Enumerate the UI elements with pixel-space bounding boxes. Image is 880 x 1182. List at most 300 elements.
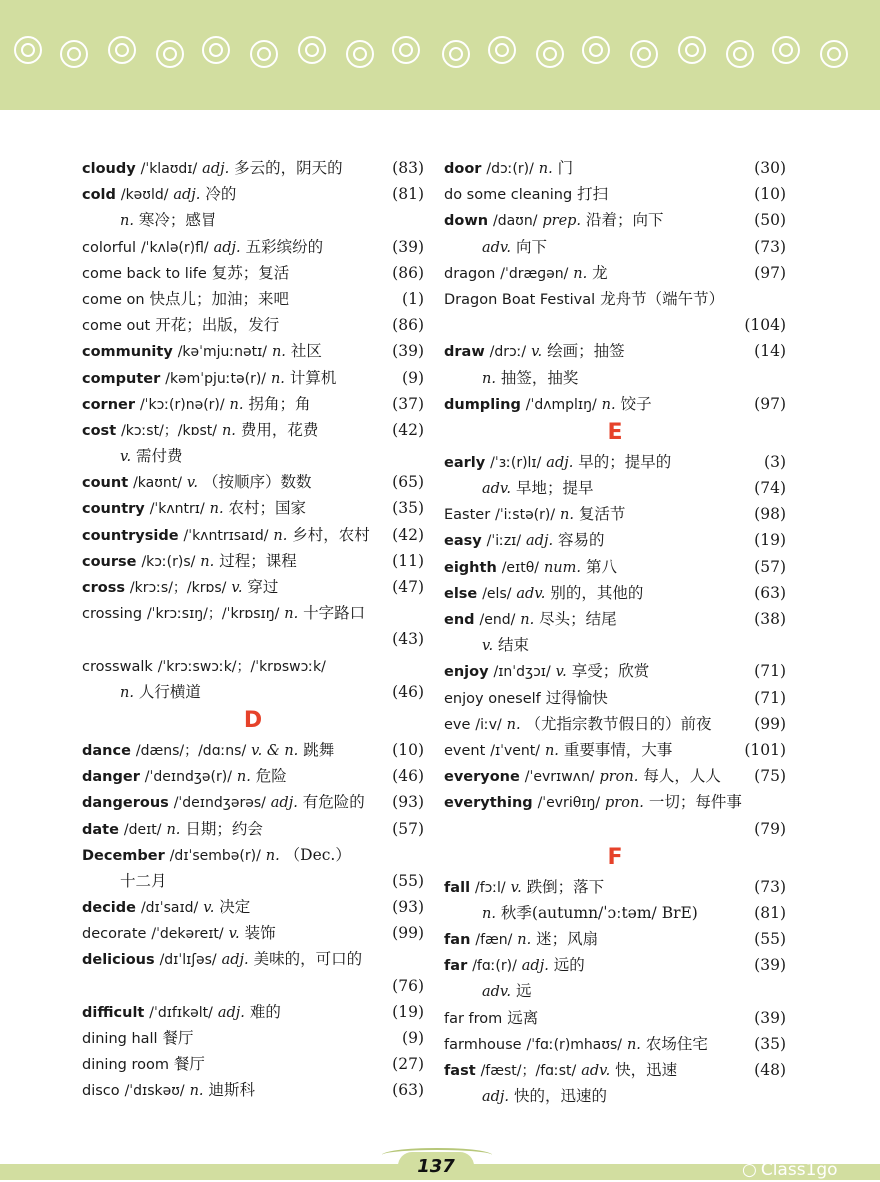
page-reference: (71) bbox=[754, 688, 786, 707]
decorative-circle bbox=[488, 36, 516, 64]
decorative-circle bbox=[14, 36, 42, 64]
glossary-entry bbox=[82, 155, 424, 181]
headword: cold bbox=[82, 187, 116, 204]
glossary-entry bbox=[82, 365, 424, 391]
definition: 穿过 bbox=[247, 578, 279, 596]
phonetic: /ˈkrɔːswɔːk/；/ˈkrɒswɔːk/ bbox=[157, 658, 326, 675]
page-reference: (81) bbox=[754, 903, 786, 922]
decorative-circle bbox=[108, 36, 136, 64]
headword-phrase: event bbox=[444, 742, 486, 759]
glossary-entry bbox=[82, 391, 424, 417]
definition: 跳舞 bbox=[303, 740, 335, 759]
glossary-entry bbox=[82, 946, 424, 972]
definition: 农场住宅 bbox=[645, 1034, 708, 1053]
page-reference: (19) bbox=[754, 531, 786, 550]
definition: 向下 bbox=[515, 237, 547, 256]
part-of-speech: adj. bbox=[526, 533, 554, 550]
page-reference: (83) bbox=[392, 159, 424, 177]
page-reference: (42) bbox=[392, 525, 424, 544]
definition: 秋季(autumn/ˈɔːtəm/ BrE) bbox=[500, 903, 698, 922]
watermark bbox=[742, 1160, 880, 1180]
glossary-entry bbox=[444, 711, 786, 737]
part-of-speech: n. bbox=[601, 396, 616, 413]
page-reference: (81) bbox=[392, 185, 424, 204]
page-reference: (14) bbox=[754, 342, 786, 361]
glossary-entry bbox=[82, 816, 424, 842]
glossary-entry bbox=[444, 952, 786, 978]
glossary-entry bbox=[82, 600, 424, 626]
phonetic: /kɔːst/；/kɒst/ bbox=[121, 422, 218, 439]
page-reference: (57) bbox=[392, 819, 424, 838]
part-of-speech: n. bbox=[284, 606, 299, 623]
definition: 远的 bbox=[553, 956, 585, 975]
glossary-entry bbox=[82, 1025, 424, 1051]
definition: 沿着；向下 bbox=[585, 211, 664, 230]
letter-heading: E bbox=[607, 419, 623, 445]
definition: 一切；每件事 bbox=[648, 793, 742, 812]
headword: everyone bbox=[444, 769, 520, 786]
definition: 饺子 bbox=[620, 394, 652, 413]
headword: difficult bbox=[82, 1004, 145, 1021]
decorative-circle bbox=[60, 40, 88, 68]
definition: 社区 bbox=[290, 342, 322, 361]
definition: 乡村，农村 bbox=[292, 525, 370, 544]
glossary-entry bbox=[82, 312, 424, 338]
glossary-entry bbox=[82, 338, 424, 364]
letter-heading: D bbox=[243, 707, 263, 733]
page-reference: (37) bbox=[392, 394, 424, 413]
headword: door bbox=[444, 161, 482, 177]
definition: 打扫 bbox=[577, 185, 609, 204]
part-of-speech: n. bbox=[573, 265, 588, 282]
glossary-entry bbox=[444, 580, 786, 606]
headword-phrase: Easter bbox=[444, 507, 491, 524]
definition: 早的；提早的 bbox=[578, 452, 672, 471]
glossary-entry-continuation bbox=[444, 1083, 786, 1109]
part-of-speech: n. bbox=[120, 213, 134, 230]
part-of-speech: pron. bbox=[599, 769, 639, 786]
definition: 快点儿；加油；来吧 bbox=[149, 289, 290, 308]
part-of-speech: n. bbox=[506, 716, 521, 733]
headword: computer bbox=[82, 370, 161, 387]
definition: 远 bbox=[515, 982, 532, 1001]
glossary-entry bbox=[444, 155, 786, 181]
phonetic: /end/ bbox=[479, 612, 516, 628]
definition: 十二月 bbox=[120, 871, 167, 890]
definition: 龙 bbox=[592, 263, 608, 282]
page-reference: (98) bbox=[754, 505, 786, 524]
headword-phrase: farmhouse bbox=[444, 1036, 522, 1053]
glossary-entry bbox=[444, 449, 786, 475]
part-of-speech: n. bbox=[538, 161, 553, 177]
headword: cloudy bbox=[82, 161, 136, 177]
headword: delicious bbox=[82, 952, 155, 969]
definition: 结束 bbox=[498, 636, 530, 655]
glossary-entry bbox=[82, 653, 424, 679]
glossary-entry-continuation bbox=[82, 443, 424, 469]
definition: 尽头；结尾 bbox=[539, 610, 617, 628]
page-reference: (74) bbox=[754, 479, 786, 498]
phonetic: /dɪˈlɪʃəs/ bbox=[159, 952, 217, 969]
headword-phrase: crossing bbox=[82, 606, 143, 623]
headword-phrase: come back to life bbox=[82, 265, 207, 282]
headword-phrase: dining room bbox=[82, 1057, 169, 1074]
page-reference: (3) bbox=[764, 452, 786, 471]
glossary-entry bbox=[444, 658, 786, 684]
page-reference: (30) bbox=[754, 159, 786, 177]
page-reference: (39) bbox=[392, 342, 424, 361]
page-number: 137 bbox=[398, 1152, 474, 1180]
phonetic: /deɪt/ bbox=[123, 821, 162, 838]
page-reference: (101) bbox=[744, 740, 786, 759]
glossary-entry-continuation bbox=[82, 207, 424, 233]
definition: 日期；约会 bbox=[185, 819, 263, 838]
decorative-circle bbox=[630, 40, 658, 68]
phonetic: /ˈkʌntrɪ/ bbox=[149, 501, 205, 518]
page-reference: (75) bbox=[754, 767, 786, 786]
glossary-entry-continuation bbox=[82, 868, 424, 894]
page-reference: (11) bbox=[392, 551, 424, 570]
page-reference: (99) bbox=[754, 714, 786, 733]
glossary-entry bbox=[82, 842, 424, 868]
definition: 门 bbox=[557, 159, 574, 177]
phonetic: /kaʊnt/ bbox=[133, 475, 182, 492]
page-reference: (76) bbox=[392, 976, 424, 995]
definition: 装饰 bbox=[244, 924, 276, 943]
definition: 复活节 bbox=[578, 505, 626, 524]
headword-phrase: do some cleaning bbox=[444, 187, 573, 204]
headword-phrase: enjoy oneself bbox=[444, 690, 541, 707]
headword: far bbox=[444, 958, 468, 975]
headword: cost bbox=[82, 422, 117, 439]
headword-phrase: disco bbox=[82, 1083, 120, 1100]
headword: decide bbox=[82, 900, 136, 917]
glossary-entry bbox=[82, 286, 424, 312]
glossary-entry bbox=[82, 894, 424, 920]
definition: 快的，迅速的 bbox=[513, 1087, 607, 1106]
glossary-entry bbox=[82, 574, 424, 600]
page-reference: (97) bbox=[754, 394, 786, 413]
headword: eighth bbox=[444, 559, 497, 576]
headword: count bbox=[82, 475, 129, 492]
headword: countryside bbox=[82, 527, 179, 544]
phonetic: /ˈfɑː(r)mhaʊs/ bbox=[526, 1036, 623, 1053]
page-reference: (19) bbox=[392, 1002, 424, 1021]
page-reference: (86) bbox=[392, 316, 424, 335]
part-of-speech: adj. bbox=[221, 952, 249, 969]
definition: 人行横道 bbox=[138, 682, 201, 701]
phonetic: /drɔː/ bbox=[489, 344, 527, 361]
part-of-speech: n. bbox=[273, 527, 288, 544]
decorative-circle bbox=[678, 36, 706, 64]
part-of-speech: adj. bbox=[213, 239, 241, 256]
phonetic: /ˈevrɪwʌn/ bbox=[524, 769, 595, 786]
part-of-speech: v. bbox=[482, 638, 494, 655]
headword: cross bbox=[82, 580, 125, 596]
headword: easy bbox=[444, 533, 482, 550]
definition: 计算机 bbox=[289, 368, 337, 387]
phonetic: /fɑː(r)/ bbox=[472, 958, 517, 975]
part-of-speech: n. bbox=[209, 501, 224, 518]
page-reference: (65) bbox=[392, 473, 424, 492]
part-of-speech: v. bbox=[186, 475, 198, 492]
glossary-entry-continuation bbox=[444, 475, 786, 501]
part-of-speech: n. bbox=[271, 344, 286, 361]
glossary-entry bbox=[82, 495, 424, 521]
part-of-speech: n. bbox=[189, 1083, 204, 1100]
glossary-column-right bbox=[444, 155, 786, 1109]
glossary-entry bbox=[444, 501, 786, 527]
definition: 抽签，抽奖 bbox=[500, 368, 579, 387]
phonetic: /ɪˈvent/ bbox=[490, 742, 540, 759]
glossary-page-ref-line bbox=[82, 973, 424, 999]
headword: community bbox=[82, 344, 173, 361]
phonetic: /fɔːl/ bbox=[474, 879, 506, 896]
definition: 享受；欣赏 bbox=[571, 662, 650, 681]
definition: （Dec.） bbox=[284, 845, 351, 864]
page-reference: (46) bbox=[392, 767, 424, 786]
part-of-speech: n. bbox=[270, 370, 285, 387]
phonetic: /fæn/ bbox=[475, 932, 513, 949]
headword-phrase: Dragon Boat Festival bbox=[444, 291, 596, 308]
definition: 复苏；复活 bbox=[211, 263, 290, 282]
glossary-entry bbox=[444, 685, 786, 711]
page-reference: (48) bbox=[754, 1061, 786, 1079]
part-of-speech: v. bbox=[203, 900, 215, 917]
headword-phrase: eve bbox=[444, 716, 471, 733]
phonetic: /kɔː(r)s/ bbox=[141, 553, 196, 570]
phonetic: /els/ bbox=[482, 585, 512, 602]
part-of-speech: n. bbox=[520, 612, 535, 628]
definition: 绘画；抽签 bbox=[547, 342, 625, 361]
phonetic: /ɪnˈdʒɔɪ/ bbox=[493, 664, 551, 681]
part-of-speech: n. bbox=[236, 769, 251, 786]
page-reference: (79) bbox=[754, 819, 786, 838]
phonetic: /ˈdʌmplɪŋ/ bbox=[525, 396, 597, 413]
page-reference: (71) bbox=[754, 662, 786, 681]
glossary-entry bbox=[82, 763, 424, 789]
part-of-speech: adv. bbox=[482, 239, 512, 256]
page-reference: (10) bbox=[392, 740, 424, 759]
page-reference: (63) bbox=[754, 583, 786, 602]
decorative-circle bbox=[156, 40, 184, 68]
part-of-speech: adv. bbox=[482, 984, 512, 1001]
phonetic: /krɔːs/；/krɒs/ bbox=[129, 580, 227, 596]
decorative-circle bbox=[536, 40, 564, 68]
part-of-speech: v. bbox=[510, 879, 522, 896]
decorative-circle bbox=[298, 36, 326, 64]
glossary-entry bbox=[444, 338, 786, 364]
phonetic: /dæns/；/dɑːns/ bbox=[135, 742, 247, 759]
glossary-entry bbox=[82, 234, 424, 260]
page-reference: (42) bbox=[392, 420, 424, 439]
page-reference: (1) bbox=[402, 289, 424, 308]
phonetic: /ˈdeɪndʒə(r)/ bbox=[144, 769, 232, 786]
headword: dance bbox=[82, 742, 131, 759]
headword-phrase: crosswalk bbox=[82, 658, 153, 675]
part-of-speech: n. bbox=[265, 847, 280, 864]
decorative-circle bbox=[726, 40, 754, 68]
glossary-entry bbox=[82, 260, 424, 286]
page-reference: (55) bbox=[754, 930, 786, 949]
part-of-speech: adv. bbox=[516, 585, 546, 602]
headword: fall bbox=[444, 879, 471, 896]
part-of-speech: adj. bbox=[202, 161, 230, 177]
page-reference: (39) bbox=[754, 1008, 786, 1027]
glossary-entry bbox=[82, 737, 424, 763]
phonetic: /ˈkɔː(r)nə(r)/ bbox=[139, 396, 225, 413]
headword-phrase: dining hall bbox=[82, 1031, 158, 1047]
definition: 危险 bbox=[255, 767, 287, 786]
glossary-page-ref-line bbox=[444, 816, 786, 842]
definition: 第八 bbox=[585, 557, 617, 576]
page-reference: (99) bbox=[392, 924, 424, 943]
headword: country bbox=[82, 501, 145, 518]
page-reference: (104) bbox=[744, 316, 786, 335]
part-of-speech: adj. bbox=[521, 958, 549, 975]
headword-phrase: come on bbox=[82, 291, 145, 308]
phonetic: /ˈkrɔːsɪŋ/；/ˈkrɒsɪŋ/ bbox=[146, 606, 280, 623]
page-reference: (57) bbox=[754, 557, 786, 576]
part-of-speech: n. bbox=[517, 932, 532, 949]
wechat-icon: ○ bbox=[742, 1160, 757, 1180]
phonetic: /dɪˈsembə(r)/ bbox=[169, 847, 261, 864]
headword-phrase: come out bbox=[82, 318, 151, 335]
part-of-speech: num. bbox=[543, 559, 581, 576]
definition: 开花；出版，发行 bbox=[155, 316, 280, 335]
glossary-entry bbox=[82, 548, 424, 574]
headword: fan bbox=[444, 932, 471, 949]
part-of-speech: adj. bbox=[173, 187, 201, 204]
definition: 跌倒；落下 bbox=[526, 877, 605, 896]
phonetic: /daʊn/ bbox=[493, 213, 538, 230]
glossary-entry-continuation bbox=[444, 632, 786, 658]
definition: 决定 bbox=[219, 898, 251, 917]
headword: December bbox=[82, 847, 165, 864]
headword: down bbox=[444, 213, 489, 230]
phonetic: /fæst/；/fɑːst/ bbox=[480, 1063, 577, 1079]
phonetic: /ˈdræɡən/ bbox=[500, 265, 569, 282]
glossary-entry bbox=[444, 1057, 786, 1083]
part-of-speech: n. bbox=[221, 422, 236, 439]
part-of-speech: n. bbox=[482, 370, 496, 387]
definition: 难的 bbox=[249, 1002, 281, 1021]
part-of-speech: v. bbox=[228, 926, 240, 943]
definition: （尤指宗教节假日的）前夜 bbox=[525, 714, 712, 733]
headword: enjoy bbox=[444, 664, 489, 681]
glossary-entry bbox=[82, 1051, 424, 1077]
decorative-circle bbox=[442, 40, 470, 68]
glossary-entry bbox=[444, 874, 786, 900]
glossary-entry bbox=[444, 554, 786, 580]
phonetic: /ˈɜː(r)lɪ/ bbox=[490, 454, 542, 471]
definition: 寒冷；感冒 bbox=[138, 211, 217, 230]
decorative-circle bbox=[392, 36, 420, 64]
page-reference: (10) bbox=[754, 185, 786, 204]
phonetic: /kəʊld/ bbox=[120, 187, 169, 204]
headword: course bbox=[82, 553, 137, 570]
part-of-speech: v. & n. bbox=[251, 742, 299, 759]
glossary-entry bbox=[444, 260, 786, 286]
headword: dumpling bbox=[444, 396, 521, 413]
page-reference: (39) bbox=[754, 956, 786, 975]
part-of-speech: v. bbox=[555, 664, 567, 681]
glossary-entry bbox=[82, 181, 424, 207]
part-of-speech: adj. bbox=[270, 795, 298, 812]
glossary-entry bbox=[444, 926, 786, 952]
part-of-speech: n. bbox=[560, 507, 574, 524]
glossary-entry bbox=[444, 737, 786, 763]
definition: 远离 bbox=[507, 1008, 539, 1027]
page-reference: (73) bbox=[754, 877, 786, 896]
glossary-entry bbox=[444, 606, 786, 632]
decorative-circle bbox=[202, 36, 230, 64]
page-reference: (47) bbox=[392, 578, 424, 596]
glossary-entry bbox=[444, 789, 786, 815]
glossary-entry-continuation bbox=[444, 365, 786, 391]
glossary-entry-continuation bbox=[444, 234, 786, 260]
headword: everything bbox=[444, 795, 533, 812]
phonetic: /ˈevriθɪŋ/ bbox=[537, 795, 601, 812]
page-reference: (35) bbox=[754, 1034, 786, 1053]
definition: 五彩缤纷的 bbox=[245, 237, 324, 256]
part-of-speech: v. bbox=[231, 580, 243, 596]
decorative-circle bbox=[820, 40, 848, 68]
page-reference: (43) bbox=[392, 630, 424, 649]
page-reference: (39) bbox=[392, 237, 424, 256]
definition: 快，迅速 bbox=[615, 1061, 678, 1079]
phonetic: /ˈdɪfɪkəlt/ bbox=[149, 1004, 213, 1021]
definition: 冷的 bbox=[205, 185, 237, 204]
part-of-speech: adv. bbox=[581, 1063, 611, 1079]
glossary-entry-continuation bbox=[82, 679, 424, 705]
part-of-speech: n. bbox=[482, 905, 496, 922]
part-of-speech: pron. bbox=[605, 795, 644, 812]
glossary-entry bbox=[82, 469, 424, 495]
phonetic: /dɪˈsaɪd/ bbox=[140, 900, 199, 917]
headword: danger bbox=[82, 769, 140, 786]
glossary-entry bbox=[82, 1077, 424, 1103]
page-reference: (63) bbox=[392, 1081, 424, 1100]
part-of-speech: adj. bbox=[546, 454, 574, 471]
definition: （按顺序）数数 bbox=[202, 473, 312, 492]
phonetic: /ˈdɪskəʊ/ bbox=[124, 1083, 185, 1100]
phonetic: /dɔː(r)/ bbox=[486, 161, 534, 177]
page-reference: (73) bbox=[754, 237, 786, 256]
glossary-entry bbox=[444, 207, 786, 233]
definition: 美味的，可口的 bbox=[253, 950, 363, 969]
decorative-circle bbox=[772, 36, 800, 64]
definition: 拐角；角 bbox=[248, 394, 311, 413]
definition: 有危险的 bbox=[302, 793, 365, 812]
definition: 过得愉快 bbox=[545, 688, 608, 707]
part-of-speech: adj. bbox=[217, 1004, 245, 1021]
headword-phrase: dragon bbox=[444, 265, 496, 282]
part-of-speech: n. bbox=[544, 742, 559, 759]
watermark-text: Class1go bbox=[760, 1160, 838, 1180]
definition: 龙舟节（端午节） bbox=[600, 289, 725, 308]
letter-heading: F bbox=[607, 844, 623, 870]
glossary-entry bbox=[444, 391, 786, 417]
definition: 费用，花费 bbox=[240, 420, 319, 439]
glossary-entry-continuation bbox=[444, 978, 786, 1004]
phonetic: /ˈiːzɪ/ bbox=[486, 533, 522, 550]
phonetic: /kəˈmjuːnətɪ/ bbox=[177, 344, 268, 361]
definition: 每人，人人 bbox=[643, 767, 721, 786]
glossary-entry-continuation bbox=[444, 900, 786, 926]
page-reference: (9) bbox=[402, 1029, 424, 1047]
glossary-entry bbox=[82, 999, 424, 1025]
